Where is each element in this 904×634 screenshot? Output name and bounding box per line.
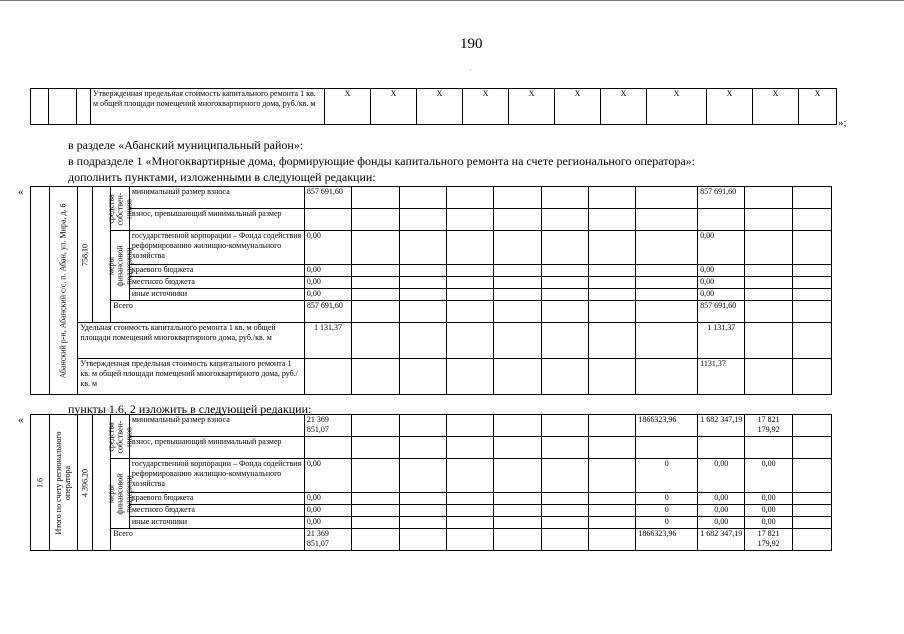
cell-value: 0,00 xyxy=(304,277,351,289)
text-line-4: пункты 1.6, 2 изложить в следующей редакции: xyxy=(68,402,312,416)
row-label: Удельная стоимость капитального ремонта 1 кв. м общей площади помещений многоквартирного дома, руб./кв. м xyxy=(78,323,304,359)
cell-value: 0,00 xyxy=(698,265,745,277)
cell-value: 0,00 xyxy=(698,289,745,301)
cell-value: 0,00 xyxy=(745,517,792,529)
cell-value: 0,00 xyxy=(698,277,745,289)
x-mark: Х xyxy=(799,89,837,125)
row-label: взнос, превышающий минимальный размер xyxy=(129,437,304,459)
scan-dot: · xyxy=(469,66,472,75)
x-mark: Х xyxy=(325,89,371,125)
cell-value: 1 682 347,19 xyxy=(698,529,745,551)
row-label: минимальный размер взноса xyxy=(129,187,304,209)
cell-value: 1 131,37 xyxy=(304,323,351,359)
x-mark: Х xyxy=(753,89,799,125)
cell-value: 21 369 851,07 xyxy=(304,415,351,437)
top-table xyxy=(30,88,837,125)
row-label: иные источники xyxy=(129,517,304,529)
cell-value: 0 xyxy=(636,493,698,505)
cell-value: 857 691,60 xyxy=(304,187,351,209)
x-mark: Х xyxy=(707,89,753,125)
x-mark: Х xyxy=(509,89,555,125)
row-label: местного бюджета xyxy=(129,277,304,289)
row-label: краевого бюджета xyxy=(129,265,304,277)
group-support: меры финансовой поддержки xyxy=(111,231,130,301)
open-quote: « xyxy=(18,414,24,426)
cell-value: 17 821 179,92 xyxy=(745,415,792,437)
cell-value: 21 369 851,07 xyxy=(304,529,351,551)
row-label: государственной корпорации – Фонда содействия реформированию жилищно-коммунального хозяйства xyxy=(129,231,304,265)
total-title: Итого по счету регионального оператора xyxy=(49,415,78,551)
area-cell: 758,10 xyxy=(78,187,92,323)
row-label: государственной корпорации – Фонда содействия реформированию жилищно-коммунального хозяйства xyxy=(129,459,304,493)
cell-value: 1 131,37 xyxy=(698,323,745,359)
row-label: краевого бюджета xyxy=(129,493,304,505)
x-mark: Х xyxy=(601,89,647,125)
cell-value: 0,00 xyxy=(304,459,351,493)
cell-value: 1866323,96 xyxy=(636,529,698,551)
row-label: взнос, превышающий минимальный размер xyxy=(129,209,304,231)
x-mark: Х xyxy=(555,89,601,125)
cell-value: 857 691,60 xyxy=(698,187,745,209)
text-line-3: дополнить пунктами, изложенными в следующей редакции: xyxy=(68,170,376,184)
cell-value: 857 691,60 xyxy=(698,301,745,323)
section2-table xyxy=(30,414,832,551)
text-line-2: в подразделе 1 «Многоквартирные дома, формирующие фонды капитального ремонта на счете регионального оператора»: xyxy=(68,154,695,168)
cell-value: 17 821 179,92 xyxy=(745,529,792,551)
cell-value: 0,00 xyxy=(304,289,351,301)
x-mark: Х xyxy=(417,89,463,125)
address-cell: Абанский р-н, Абанский с/с, п. Абан, ул. Мира, д. 6 xyxy=(49,187,78,395)
x-mark: Х xyxy=(463,89,509,125)
item-number: 1.6 xyxy=(31,415,50,551)
cell-value: 0,00 xyxy=(304,517,351,529)
section1-table xyxy=(30,186,832,395)
row-label: Утвержденная предельная стоимость капитального ремонта 1 кв. м общей площади помещений многоквартирного дома, руб./кв. м xyxy=(78,359,304,395)
cell-value: 857 691,60 xyxy=(304,301,351,323)
cell-value: 0,00 xyxy=(698,231,745,265)
group-support: меры финансовой поддержки xyxy=(111,459,130,529)
cell-value: 1131,37 xyxy=(698,359,745,395)
open-quote: « xyxy=(18,186,24,198)
row-label: минимальный размер взноса xyxy=(129,415,304,437)
cell-value: 0,00 xyxy=(698,505,745,517)
cell-value: 0,00 xyxy=(745,505,792,517)
cell-value: 0,00 xyxy=(745,493,792,505)
row-label: Всего xyxy=(111,301,305,323)
cell-value: 0,00 xyxy=(698,517,745,529)
cell-value: 0 xyxy=(636,459,698,493)
max-cost-label: Утвержденная предельная стоимость капитального ремонта 1 кв. м общей площади помещений многоквартирного дома, руб./кв. м xyxy=(91,89,325,125)
group-owner: средства собствен-ников xyxy=(111,415,130,459)
row-label: местного бюджета xyxy=(129,505,304,517)
cell-value: 0,00 xyxy=(698,459,745,493)
cell-value: 0,00 xyxy=(304,493,351,505)
page-number: 190 xyxy=(460,36,483,52)
cell-value: 0 xyxy=(636,505,698,517)
row-label: иные источники xyxy=(129,289,304,301)
cell-value: 1866323,96 xyxy=(636,415,698,437)
cell-value: 1 682 347,19 xyxy=(698,415,745,437)
cell-value: 0,00 xyxy=(304,231,351,265)
cell-value: 0,00 xyxy=(304,505,351,517)
x-mark: Х xyxy=(647,89,707,125)
closing-quote: »; xyxy=(838,117,847,129)
cell-value: 0,00 xyxy=(304,265,351,277)
cell-value: 0,00 xyxy=(698,493,745,505)
group-owner: средства собствен-ников xyxy=(111,187,130,231)
cell-value: 0 xyxy=(636,517,698,529)
row-label: Всего xyxy=(111,529,305,551)
text-line-1: в разделе «Абанский муниципальный район»: xyxy=(68,138,304,152)
top-rule xyxy=(0,0,904,1)
cell-value: 0,00 xyxy=(745,459,792,493)
x-mark: Х xyxy=(371,89,417,125)
area-cell: 4 396,20 xyxy=(78,415,92,551)
